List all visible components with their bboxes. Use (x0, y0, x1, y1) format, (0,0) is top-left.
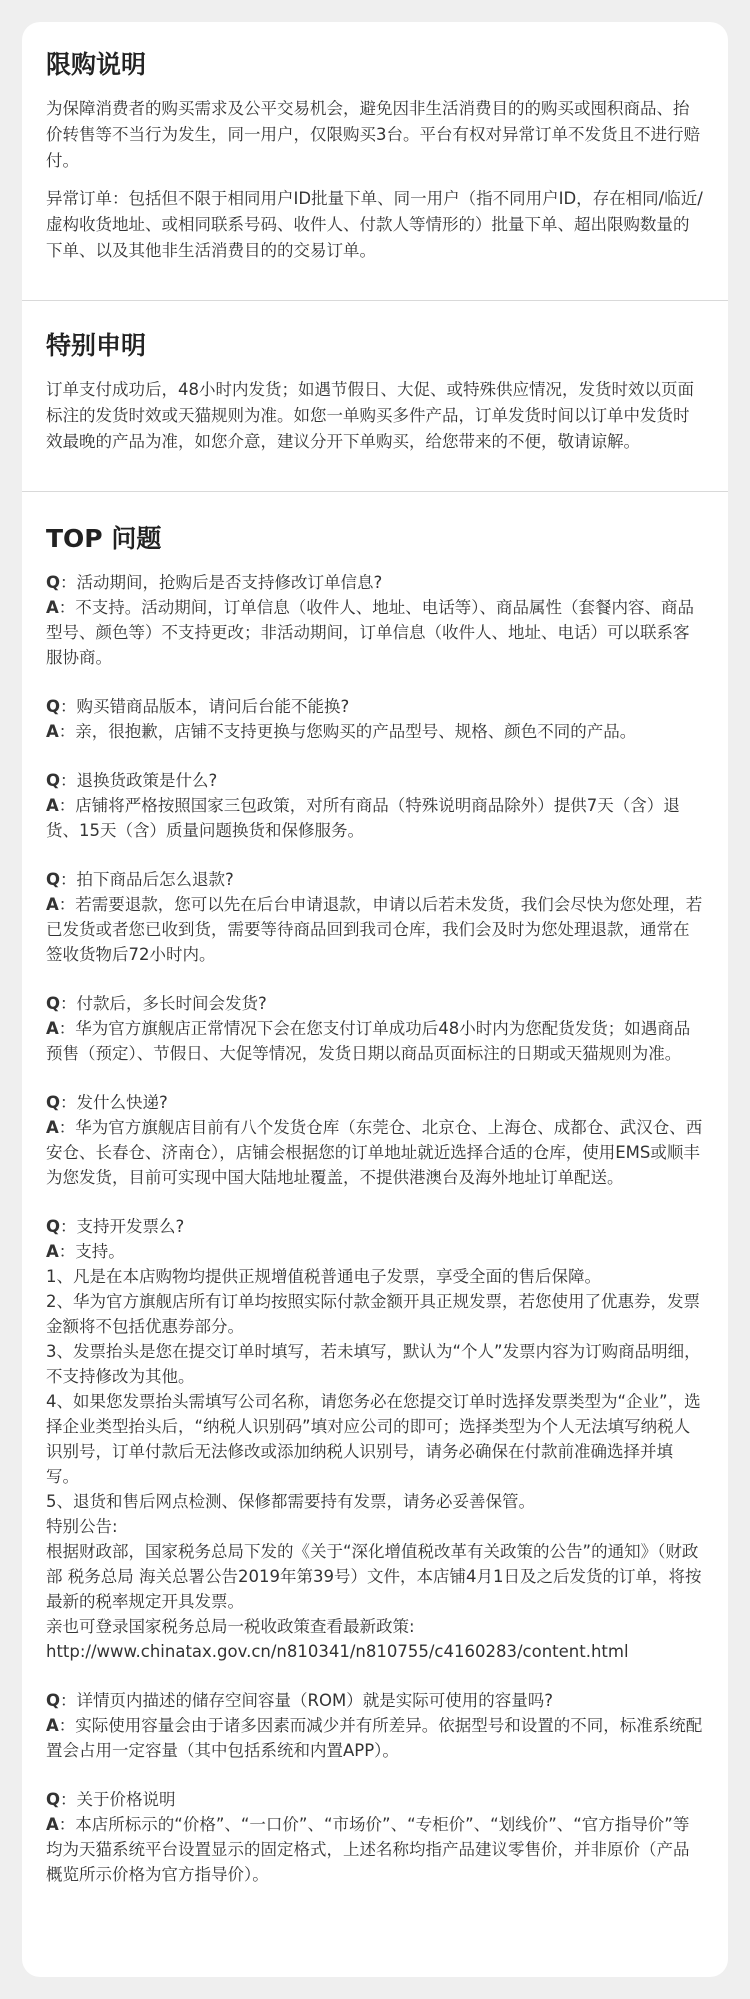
a-label: A (46, 1118, 59, 1137)
question (46, 570, 704, 595)
purchase-limit-paragraph-1: 为保障消费者的购买需求及公平交易机会，避免因非生活消费目的的购买或囤积商品、抬价转售等不当行为发生，同一用户，仅限购买3台。平台有权对异常订单不发货且不进行赔付。 (46, 99, 700, 170)
notice-card (22, 22, 728, 1977)
answer (46, 793, 704, 843)
q-label: Q (46, 1691, 61, 1710)
answer (46, 1713, 704, 1763)
answer-text: ：亲，很抱歉，店铺不支持更换与您购买的产品型号、规格、颜色不同的产品。 (58, 722, 637, 741)
question-text: ：购买错商品版本，请问后台能不能换? (60, 697, 350, 716)
answer (46, 892, 704, 967)
policy-url-link[interactable]: http://www.chinatax.gov.cn/n810341/n810755/c4160283/content.html (46, 1642, 629, 1661)
a-label: A (46, 1716, 59, 1735)
answer-text: ：不支持。活动期间，订单信息（收件人、地址、电话等）、商品属性（套餐内容、商品型号、颜色等）不支持更改；非活动期间，订单信息（收件人、地址、电话）可以联系客服协商。 (46, 598, 695, 667)
top-questions-title: TOP 问题 (46, 524, 162, 553)
qa-item (46, 867, 704, 967)
qa-item (46, 1090, 704, 1190)
special-statement-section (22, 301, 728, 455)
answer (46, 595, 704, 670)
question-text: ：支持开发票么? (60, 1217, 185, 1236)
question-text: ：拍下商品后怎么退款? (60, 870, 234, 889)
question (46, 1787, 704, 1812)
invoice-line: 1、凡是在本店购物均提供正规增值税普通电子发票，享受全面的售后保障。 (46, 1267, 601, 1286)
special-statement-title: 特别申明 (46, 331, 147, 360)
invoice-line: 4、如果您发票抬头需填写公司名称，请您务必在您提交订单时选择发票类型为“企业”，选择企业类型抬头后，“纳税人识别码”填对应公司的即可；选择类型为个人无法填写纳税人识别号，订单付款后无法修改或添加纳税人识别号，请务必确保在付款前准确选择并填写。 (46, 1392, 701, 1486)
invoice-line: 5、退货和售后网点检测、保修都需要持有发票，请务必妥善保管。 (46, 1492, 535, 1511)
special-statement-paragraph: 订单支付成功后，48小时内发货；如遇节假日、大促、或特殊供应情况，发货时效以页面标注的发货时效或天猫规则为准。如您一单购买多件产品，订单发货时间以订单中发货时效最晚的产品为准，如您介意，建议分开下单购买，给您带来的不便，敬请谅解。 (46, 380, 694, 451)
qa-item (46, 694, 704, 744)
invoice-line: 2、华为官方旗舰店所有订单均按照实际付款金额开具正规发票，若您使用了优惠券，发票金额将不包括优惠券部分。 (46, 1292, 700, 1336)
question (46, 991, 704, 1016)
q-label: Q (46, 697, 61, 716)
a-label: A (46, 598, 59, 617)
answer (46, 1115, 704, 1190)
question (46, 768, 704, 793)
special-notice-label: 特别公告: (46, 1517, 118, 1536)
question (46, 1214, 704, 1239)
q-label: Q (46, 573, 61, 592)
policy-link-intro: 亲也可登录国家税务总局一税收政策查看最新政策: (46, 1617, 415, 1636)
question (46, 1090, 704, 1115)
answer-text: ：本店所标示的“价格”、“一口价”、“市场价”、“专柜价”、“划线价”、“官方指导价”等均为天猫系统平台设置显示的固定格式，上述名称均指产品建议零售价，并非原价（产品概览所示价格为官方指导价）。 (46, 1815, 690, 1884)
question-text: ：活动期间，抢购后是否支持修改订单信息? (60, 573, 383, 592)
qa-item (46, 1787, 704, 1887)
special-notice-text: 根据财政部，国家税务总局下发的《关于“深化增值税改革有关政策的公告”的通知》（财政部 税务总局 海关总署公告2019年第39号）文件，本店铺4月1日及之后发货的订单，将按最新的税率规定开具发票。 (46, 1542, 702, 1611)
qa-item (46, 1688, 704, 1763)
qa-item-invoice (46, 1214, 704, 1664)
qa-item (46, 991, 704, 1066)
q-label: Q (46, 771, 61, 790)
purchase-limit-paragraph-2: 异常订单：包括但不限于相同用户ID批量下单、同一用户（指不同用户ID，存在相同/临近/虚构收货地址、或相同联系号码、收件人、付款人等情形的）批量下单、超出限购数量的下单、以及其他非生活消费目的的交易订单。 (46, 189, 703, 260)
q-label: Q (46, 1093, 61, 1112)
purchase-limit-title: 限购说明 (46, 50, 147, 79)
invoice-line: 3、发票抬头是您在提交订单时填写，若未填写，默认为“个人”发票内容为订购商品明细，不支持修改为其他。 (46, 1342, 701, 1386)
top-questions-section (22, 492, 728, 1887)
question-text: ：发什么快递? (60, 1093, 168, 1112)
a-label: A (46, 1242, 59, 1261)
answer-text: ：实际使用容量会由于诸多因素而减少并有所差异。依据型号和设置的不同，标准系统配置会占用一定容量（其中包括系统和内置APP）。 (46, 1716, 703, 1760)
question-text: ：付款后，多长时间会发货? (60, 994, 267, 1013)
question-text: ：退换货政策是什么? (60, 771, 218, 790)
question (46, 694, 704, 719)
answer (46, 1016, 704, 1066)
answer-text: ：支持。 (58, 1242, 125, 1261)
answer (46, 1812, 704, 1887)
a-label: A (46, 1815, 59, 1834)
purchase-limit-section (22, 22, 728, 264)
a-label: A (46, 722, 59, 741)
question (46, 1688, 704, 1713)
answer-text: ：华为官方旗舰店目前有八个发货仓库（东莞仓、北京仓、上海仓、成都仓、武汉仓、西安仓、长春仓、济南仓），店铺会根据您的订单地址就近选择合适的仓库，使用EMS或顺丰为您发货，目前可实现中国大陆地址覆盖，不提供港澳台及海外地址订单配送。 (46, 1118, 703, 1187)
q-label: Q (46, 1217, 61, 1236)
a-label: A (46, 796, 59, 815)
qa-item (46, 768, 704, 843)
qa-list (46, 570, 704, 1887)
question-text: ：关于价格说明 (60, 1790, 176, 1809)
q-label: Q (46, 994, 61, 1013)
question-text: ：详情页内描述的储存空间容量（ROM）就是实际可使用的容量吗? (60, 1691, 553, 1710)
answer-text: ：店铺将严格按照国家三包政策，对所有商品（特殊说明商品除外）提供7天（含）退货、15天（含）质量问题换货和保修服务。 (46, 796, 680, 840)
a-label: A (46, 895, 59, 914)
answer (46, 719, 704, 744)
answer (46, 1239, 704, 1264)
answer-text: ：华为官方旗舰店正常情况下会在您支付订单成功后48小时内为您配货发货；如遇商品预售（预定）、节假日、大促等情况，发货日期以商品页面标注的日期或天猫规则为准。 (46, 1019, 691, 1063)
qa-item (46, 570, 704, 670)
q-label: Q (46, 1790, 61, 1809)
q-label: Q (46, 870, 61, 889)
question (46, 867, 704, 892)
answer-text: ：若需要退款，您可以先在后台申请退款，申请以后若未发货，我们会尽快为您处理，若已发货或者您已收到货，需要等待商品回到我司仓库，我们会及时为您处理退款，通常在签收货物后72小时内。 (46, 895, 703, 964)
a-label: A (46, 1019, 59, 1038)
